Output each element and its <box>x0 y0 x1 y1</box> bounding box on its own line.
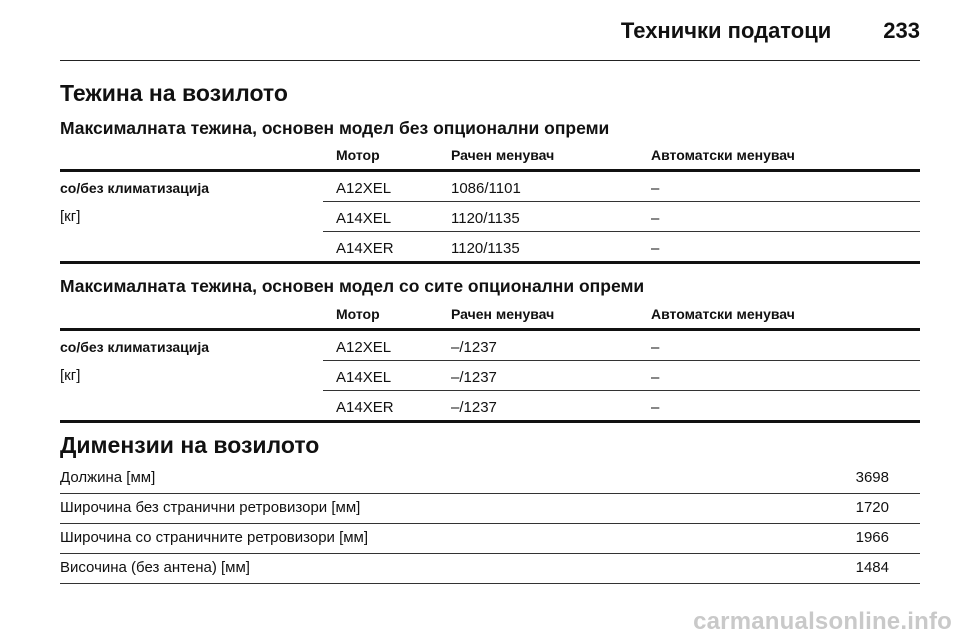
cell-manual: 1120/1135 <box>451 210 520 227</box>
cell-automatic: – <box>651 369 660 386</box>
cell-engine: A14XEL <box>336 210 392 227</box>
cell-manual: –/1237 <box>451 339 497 356</box>
cell-engine: A12XEL <box>336 339 392 356</box>
col-automatic: Автоматски менувач <box>651 147 795 163</box>
table-row <box>323 391 920 420</box>
table2-bottom-rule <box>60 420 920 423</box>
table2-title: Максималната тежина, основен модел со сите опционални опреми <box>60 276 645 296</box>
row-label: со/без климатизација <box>60 180 210 196</box>
dimension-value: 1484 <box>855 559 889 576</box>
table2-body <box>60 331 920 420</box>
dimension-value: 1966 <box>855 529 889 546</box>
dimension-value: 1720 <box>855 499 889 516</box>
row-unit: [кг] <box>60 367 81 384</box>
cell-engine: A14XER <box>336 399 394 416</box>
col-manual: Рачен менувач <box>451 147 555 163</box>
weight-table-full <box>60 302 920 423</box>
page-number: 233 <box>883 18 920 43</box>
dimension-value: 3698 <box>855 469 889 486</box>
watermark: carmanualsonline.info <box>693 608 952 635</box>
table-row <box>323 202 920 232</box>
table1-bottom-rule <box>60 261 920 264</box>
dimension-label: Широчина со страничните ретровизори [мм] <box>60 529 369 546</box>
cell-automatic: – <box>651 399 660 416</box>
table2-header-row <box>60 302 920 331</box>
cell-engine: A14XEL <box>336 369 392 386</box>
col-engine: Мотор <box>336 306 380 322</box>
cell-automatic: – <box>651 240 660 257</box>
cell-automatic: – <box>651 210 660 227</box>
cell-manual: –/1237 <box>451 399 497 416</box>
row-label: со/без климатизација <box>60 339 210 355</box>
cell-engine: A12XEL <box>336 180 392 197</box>
table-row <box>323 331 920 361</box>
table-row <box>60 554 920 584</box>
table-row <box>323 172 920 202</box>
header-title: Технички податоци <box>620 18 832 43</box>
cell-automatic: – <box>651 339 660 356</box>
dimensions-table <box>60 464 920 584</box>
table-row <box>60 464 920 494</box>
table1-title: Максималната тежина, основен модел без опционални опреми <box>60 118 610 138</box>
weight-table-basic <box>60 143 920 264</box>
table-row <box>323 361 920 391</box>
row-unit: [кг] <box>60 208 81 225</box>
cell-engine: A14XER <box>336 240 394 257</box>
dimension-label: Должина [мм] <box>60 469 156 486</box>
cell-manual: –/1237 <box>451 369 497 386</box>
table-row <box>323 232 920 261</box>
col-automatic: Автоматски менувач <box>651 306 795 322</box>
table1-body <box>60 172 920 261</box>
col-manual: Рачен менувач <box>451 306 555 322</box>
page-header <box>0 18 920 44</box>
cell-manual: 1120/1135 <box>451 240 520 257</box>
section-title-dimensions: Димензии на возилото <box>60 432 320 458</box>
table-row <box>60 494 920 524</box>
cell-manual: 1086/1101 <box>451 180 521 197</box>
col-engine: Мотор <box>336 147 380 163</box>
header-divider <box>60 60 920 61</box>
dimension-label: Широчина без странични ретровизори [мм] <box>60 499 361 516</box>
cell-automatic: – <box>651 180 660 197</box>
dimension-label: Височина (без антена) [мм] <box>60 559 250 576</box>
table1-header-row <box>60 143 920 172</box>
table-row <box>60 524 920 554</box>
section-title-weight: Тежина на возилото <box>60 80 288 106</box>
